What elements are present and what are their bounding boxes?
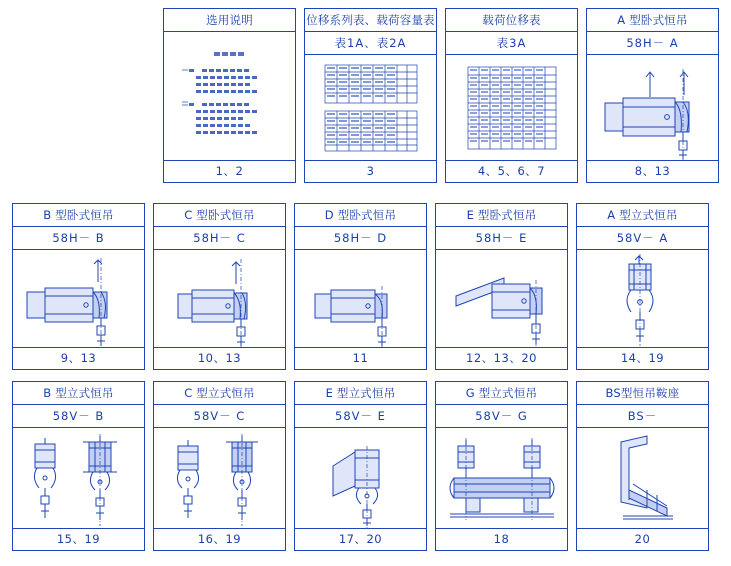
figure-text-block: [164, 32, 295, 160]
card-type-a-horizontal[interactable]: [586, 8, 719, 183]
index-row-2: [12, 203, 709, 370]
index-row-1: [163, 8, 719, 183]
card-subtitle: BS－: [577, 405, 708, 428]
figure-vertical-b: [13, 428, 144, 528]
figure-horizontal-c: [154, 250, 285, 347]
figure-vertical-c: [154, 428, 285, 528]
card-title: G 型立式恒吊: [436, 382, 567, 405]
card-subtitle: 58V－ G: [436, 405, 567, 428]
card-title: 位移系列表、载荷容量表: [305, 9, 436, 32]
card-type-g-vertical[interactable]: [435, 381, 568, 551]
card-title: 选用说明: [164, 9, 295, 32]
card-title: E 型立式恒吊: [295, 382, 426, 405]
card-subtitle: 58V－ A: [577, 227, 708, 250]
card-type-b-horizontal[interactable]: [12, 203, 145, 370]
figure-horizontal-a: [587, 55, 718, 160]
figure-two-tables: [305, 55, 436, 160]
card-subtitle: 58V－ E: [295, 405, 426, 428]
card-page-refs: 10、13: [154, 347, 285, 369]
figure-saddle: [577, 428, 708, 528]
card-page-refs: 16、19: [154, 528, 285, 550]
card-subtitle: 58H－ D: [295, 227, 426, 250]
card-subtitle: 58H－ B: [13, 227, 144, 250]
card-subtitle: 58H－ A: [587, 32, 718, 55]
card-page-refs: 8、13: [587, 160, 718, 182]
card-subtitle: 58H－ E: [436, 227, 567, 250]
card-title: C 型立式恒吊: [154, 382, 285, 405]
card-title: 载荷位移表: [446, 9, 577, 32]
card-page-refs: 3: [305, 160, 436, 182]
card-title: BS型恒吊鞍座: [577, 382, 708, 405]
figure-horizontal-e: [436, 250, 567, 347]
card-title: A 型立式恒吊: [577, 204, 708, 227]
card-subtitle: 58V－ C: [154, 405, 285, 428]
card-type-c-horizontal[interactable]: [153, 203, 286, 370]
figure-vertical-g: [436, 428, 567, 528]
figure-vertical-a: [577, 250, 708, 347]
card-type-c-vertical[interactable]: [153, 381, 286, 551]
card-page-refs: 17、20: [295, 528, 426, 550]
card-title: D 型卧式恒吊: [295, 204, 426, 227]
card-subtitle: 表3A: [446, 32, 577, 55]
card-title: B 型立式恒吊: [13, 382, 144, 405]
card-page-refs: 9、13: [13, 347, 144, 369]
card-load-displacement-table[interactable]: [445, 8, 578, 183]
card-type-b-vertical[interactable]: [12, 381, 145, 551]
card-displacement-series-capacity[interactable]: [304, 8, 437, 183]
card-page-refs: 12、13、20: [436, 347, 567, 369]
card-page-refs: 18: [436, 528, 567, 550]
card-title: B 型卧式恒吊: [13, 204, 144, 227]
figure-vertical-e: [295, 428, 426, 528]
card-page-refs: 4、5、6、7: [446, 160, 577, 182]
card-title: E 型卧式恒吊: [436, 204, 567, 227]
card-type-a-vertical[interactable]: [576, 203, 709, 370]
card-bs-saddle[interactable]: [576, 381, 709, 551]
card-type-e-horizontal[interactable]: [435, 203, 568, 370]
figure-horizontal-d: [295, 250, 426, 347]
card-subtitle: 表1A、表2A: [305, 32, 436, 55]
card-page-refs: 15、19: [13, 528, 144, 550]
card-page-refs: 14、19: [577, 347, 708, 369]
card-page-refs: 1、2: [164, 160, 295, 182]
figure-one-table: [446, 55, 577, 160]
card-type-d-horizontal[interactable]: [294, 203, 427, 370]
index-row-3: [12, 381, 709, 551]
card-page-refs: 20: [577, 528, 708, 550]
card-title: C 型卧式恒吊: [154, 204, 285, 227]
card-subtitle: 58V－ B: [13, 405, 144, 428]
card-title: A 型卧式恒吊: [587, 9, 718, 32]
card-subtitle: 58H－ C: [154, 227, 285, 250]
card-type-e-vertical[interactable]: [294, 381, 427, 551]
card-page-refs: 11: [295, 347, 426, 369]
figure-horizontal-b: [13, 250, 144, 347]
card-selection-notes[interactable]: [163, 8, 296, 183]
